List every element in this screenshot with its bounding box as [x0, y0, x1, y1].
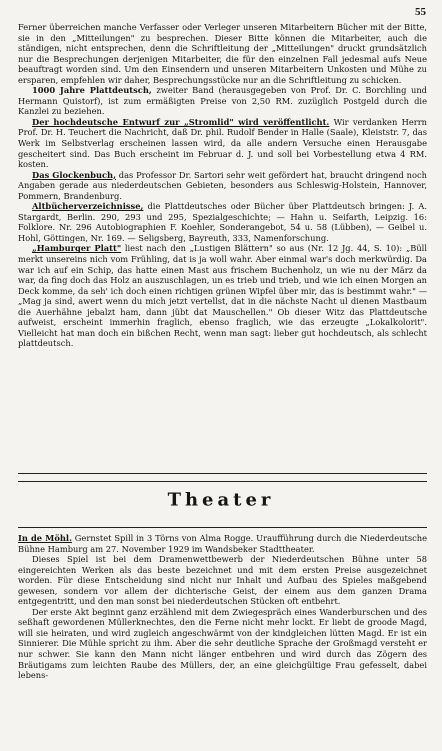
glockenbuch-heading: Das Glockenbuch,: [32, 169, 116, 180]
section-title: Theater: [167, 489, 275, 511]
entwurf-heading: Der hochdeutsche Entwurf zur „Stromlid" wird veröffentlicht.: [32, 116, 330, 127]
hamburger-platt-heading: „Hamburger Platt": [32, 243, 122, 254]
divider-rule: [18, 527, 427, 528]
altbuecher-paragraph: [18, 201, 427, 243]
announcements-section: [18, 22, 427, 349]
plattdeutsch-text: zweiter Band (herausgegeben von Prof. Dr. C. Borchling und Hermann Quistorf), ist zum ermäßigten Preise von 2,50 RM. zuzüglich Postgeld durch die Kanzlei zu beziehen.: [18, 85, 427, 117]
intro-paragraph: Ferner überreichen manche Verfasser oder Verleger unseren Mitarbeitern Bücher mit der Bitte, sie in den „Mitteilungen" zu besprechen. Dieser Bitte können die Mitarbeiter, auch die ständigen, nicht entsprechen, denn die Schriftleitung der „Mitteilungen" druckt grundsätzlich nur die Besprechungen derjenigen Mitarbeiter, die für den einzelnen Fall jedesmal aufs Neue beauftragt worden sind. Um den Einsendern und unseren Mitarbeitern Unkosten und Mühe zu ersparen, empfehlen wir daher, Besprechungsstücke nur an die Schriftleitung zu schicken.: [18, 22, 427, 85]
page-number: 55: [415, 6, 426, 18]
theater-section: [18, 533, 427, 681]
play-title: In de Möhl.: [18, 533, 72, 543]
divider-rule: [18, 473, 427, 474]
play-info-text: Gernstet Spill in 3 Törns von Alma Rogge. Uraufführung durch die Niederdeutsche Bühne Hamburg am 27. November 1929 im Wandsbeker Stadttheater.: [18, 533, 427, 554]
entwurf-paragraph: [18, 117, 427, 170]
altbuecher-heading: Altbücherverzeichnisse,: [32, 201, 144, 212]
entwurf-text: Wir verdanken Herrn Prof. Dr. H. Teuchert die Nachricht, daß Dr. phil. Rudolf Bender in Halle (Saale), Kleiststr. 7, das Werk im Selbstverlag erscheinen lassen wird, da alle andern Versuche einen Herausgabe gescheitert sind. Das Buch erscheint im Februar d. J. und soll bei Vorbestellung etwa 4 RM. kosten.: [18, 116, 428, 170]
divider-rule: [18, 481, 427, 482]
plattdeutsch-paragraph: [18, 85, 427, 117]
hamburger-platt-paragraph: [18, 243, 427, 348]
plattdeutsch-heading: 1000 Jahre Plattdeutsch,: [32, 85, 152, 96]
altbuecher-text: die Plattdeutsches oder Bücher über Plattdeutsch bringen: J. A. Stargardt, Berlin. 290, 293 und 295, Spezialgeschichte; — Hahn u. Seifarth, Leipzig. 16: Folklore. Nr. 296 Autobiographien F. Koehler, Sonderangebot, 54 u. 58 (Lübben), — Geibel u. Hohl, Göttingen, Nr. 169. — Seligsberg, Bayreuth, 333, Namenforschung.: [18, 201, 427, 243]
glockenbuch-paragraph: [18, 170, 427, 202]
review-paragraph: Dieses Spiel ist bei dem Dramenwettbewerb der Niederdeutschen Bühne unter 58 eingereichten Werken als das beste bezeichnet und mit dem ersten Preise ausgezeichnet worden. Für diese Entscheidung sind nicht nur Inhalt und Aufbau des Spieles maßgebend gewesen, sondern vor allem der dichterische Geist, der einem aus dem ganzen Drama entgegentritt, und den man sonst bei niederdeutschen Stücken oft entbehrt.: [18, 554, 427, 607]
glockenbuch-text: das Professor Dr. Sartori sehr weit gefördert hat, braucht dringend noch Angaben gerade aus niederdeutschen Gebieten, besonders aus Schleswig-Holstein, Hannover, Pommern, Brandenburg.: [18, 169, 427, 201]
hamburger-platt-text: liest nach den „Lustigen Blättern" so aus (Nr. 12 Jg. 44, S. 10): „Büll merkt unsereins nich vom Frühling, dat is ja woll wahr. Aber einmal war's doch merkwürdig. Da war ich auf ein Schip, das hatte einen Mast aus frischem Buchenholz, un wie nu der März da war, da fing doch das Holz an auszuschlagen, un es trieb und trieb, und wie ich einen Morgen an Deck komme, da seh' ich doch einen richtigen grünen Wipfel über mir, das is bestimmt wahr." — „Mag ja sind, awert wenn du mich jetzt vertellst, dat in die nächste Nacht ul dienen Mastbaum die Auerhähne jebalzt ham, dann jübt dat Mauschellen." Ob dieser Witz das Plattdeutsche aufweist, erscheint immerhin fraglich, ebenso fraglich, wie das erzeugte „Lokalkolorit". Vielleicht hat man doch ein bißchen Recht, wenn man sagt: lieber gut hochdeutsch, als schlecht plattdeutsch.: [18, 243, 427, 349]
play-info-paragraph: [18, 533, 427, 554]
review-paragraph: Der erste Akt beginnt ganz erzählend mit dem Zwiegespräch eines Wanderburschen und des seßhaft gewordenen Müllerknechtes, den die Ferne nicht mehr lockt. Er liebt de groode Magd, will sie heiraten, und wird zugleich angeschwärmt von der kindgleichen lütten Magd. Er ist ein Sinnierer. Die Mühle spricht zu ihm. Aber die sehr deutliche Sprache der Großmagd versteht er nur schwer. Sie kann den Mann nicht länger entbehren und wird durch das Zögern des Bräutigams zum leichten Raube des Müllers, der, an eine gleichgültige Frau gefesselt, dabei lebens-: [18, 606, 427, 681]
